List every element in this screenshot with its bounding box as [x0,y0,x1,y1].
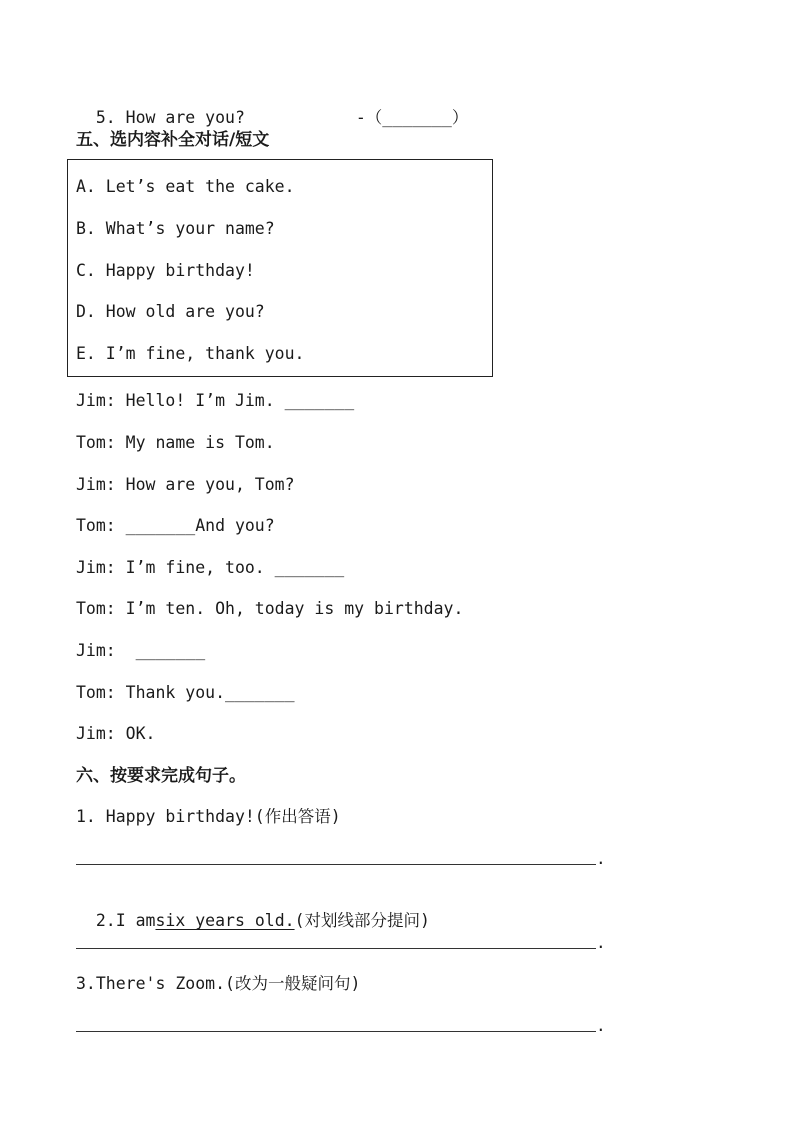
answer-line-2[interactable] [76,948,596,949]
dialogue-line-5[interactable]: Jim: I’m fine, too. _______ [76,558,345,577]
dialogue-line-8[interactable]: Tom: Thank you._______ [76,683,295,702]
dialogue-line-2: Tom: My name is Tom. [76,433,275,452]
question-5-text: 5. How are you? [95,108,245,127]
section-6-question-2 [76,891,430,931]
question-5 [76,88,245,128]
answer-line-1-end: . [596,849,606,868]
option-c: C. Happy birthday! [76,261,255,280]
option-a: A. Let’s eat the cake. [76,177,295,196]
dialogue-line-1[interactable]: Jim: Hello! I’m Jim. _______ [76,391,355,410]
question-2-prefix: 2.I am [95,911,156,930]
question-2-underlined: six years old. [155,911,295,930]
section-6-heading: 六、按要求完成句子。 [76,766,246,786]
option-e: E. I’m fine, thank you. [76,344,305,363]
section-6-question-3: 3.There's Zoom.(改为一般疑问句) [76,974,361,993]
option-d: D. How old are you? [76,302,265,321]
section-5-heading: 五、选内容补全对话/短文 [76,130,270,150]
question-2-suffix: (对划线部分提问) [294,911,430,930]
dialogue-line-6: Tom: I’m ten. Oh, today is my birthday. [76,599,464,618]
answer-line-1[interactable] [76,864,596,865]
answer-line-3[interactable] [76,1031,596,1032]
question-5-blank[interactable]: -（_______） [355,108,469,127]
section-6-question-1: 1. Happy birthday!(作出答语) [76,807,341,826]
answer-line-2-end: . [596,933,606,952]
dialogue-line-3: Jim: How are you, Tom? [76,475,295,494]
answer-line-3-end: . [596,1016,606,1035]
dialogue-line-4[interactable]: Tom: _______And you? [76,516,275,535]
dialogue-line-9: Jim: OK. [76,724,156,743]
dialogue-line-7[interactable]: Jim: _______ [76,641,206,660]
option-b: B. What’s your name? [76,219,275,238]
